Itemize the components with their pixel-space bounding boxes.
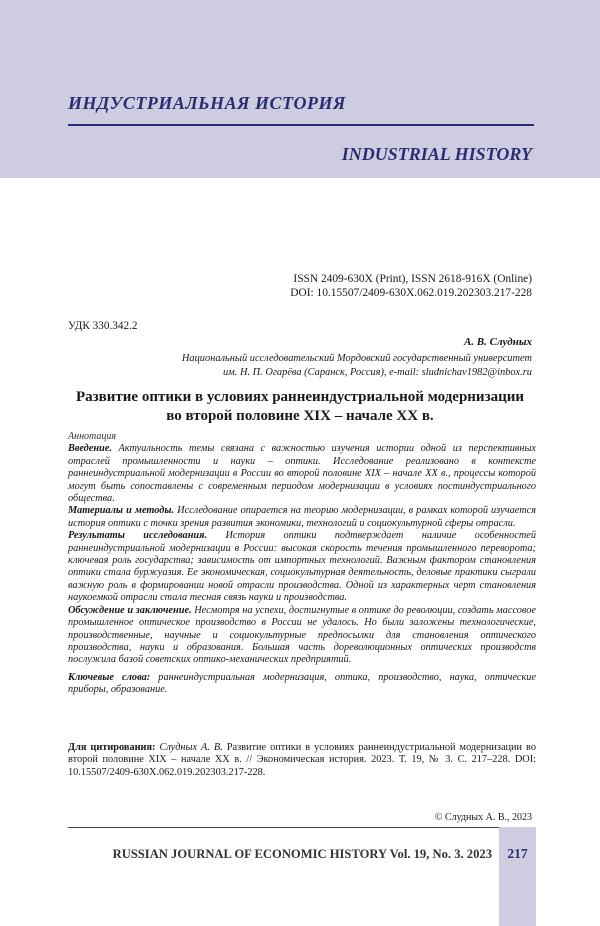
section-title-ru: ИНДУСТРИАЛЬНАЯ ИСТОРИЯ [68, 93, 346, 113]
issn: ISSN 2409-630X (Print), ISSN 2618-916X (Online) [293, 273, 532, 285]
article-title-line-1: Развитие оптики в условиях раннеиндустриальной модернизации [75, 389, 525, 405]
affiliation-line-1: Национальный исследовательский Мордовский государственный университет [181, 353, 532, 364]
keywords-text: раннеиндустриальная модернизация, оптика, производство, наука, оптические приборы, образование. [68, 671, 536, 696]
author-name: А. В. Слудных [463, 336, 532, 348]
article-title-line-2: во второй половине XIX – начале XX в. [166, 408, 434, 424]
abstract [68, 431, 536, 697]
affiliation-line-2: им. Н. П. Огарёва (Саранск, Россия), e-mail: sludnichav1982@inbox.ru [222, 367, 532, 378]
introduction-text: Актуальность темы связана с важностью изучения истории одной из перспективных отраслей промышленности и науки – оптики. Исследование реализовано в контексте раннеиндустриальной модернизации в России во второй половине XIX – начале XX в., процессы которой могут быть сопоставлены с современным периодом модернизации в условиях постиндустриального общества. [68, 443, 536, 505]
results-heading: Результаты исследования. [68, 530, 208, 542]
citation-author: Слудных А. В. [155, 742, 223, 753]
keywords-label: Ключевые слова: [68, 671, 151, 683]
affiliation [182, 352, 532, 380]
header-divider [68, 124, 534, 126]
udk-code: УДК 330.342.2 [68, 320, 138, 332]
methods-heading: Материалы и методы. [68, 505, 175, 517]
section-title-en: INDUSTRIAL HISTORY [341, 144, 532, 164]
introduction-heading: Введение. [68, 443, 112, 455]
abstract-discussion [68, 605, 536, 667]
citation-label: Для цитирования: [68, 742, 156, 753]
identifiers [290, 272, 532, 300]
copyright: © Слудных А. В., 2023 [434, 812, 532, 823]
abstract-introduction [68, 443, 536, 505]
citation [68, 742, 536, 779]
abstract-results [68, 530, 536, 604]
discussion-text: Несмотря на успехи, достигнутые в оптике до революции, создать массовое промышленное оптическое производство в России не удалось. Но были заложены технологические, производственные, научные и социокультурные предпосылки для становления оптического производства, науки и образования. Большая часть дореволюционных оптических производств послужила базой советских оптико-механических предприятий. [68, 604, 536, 666]
journal-footer: RUSSIAN JOURNAL OF ECONOMIC HISTORY Vol. 19, No. 3. 2023 [112, 847, 492, 861]
page-tab [499, 827, 536, 926]
citation-text: Развитие оптики в условиях раннеиндустриальной модернизации во второй половине XIX – начале XX в. // Экономическая история. 2023. Т. 19, № 3. С. 217–228. DOI: 10.15507/2409-630X.062.019.202303.217-228. [68, 742, 536, 778]
keywords [68, 672, 536, 697]
abstract-methods [68, 505, 536, 530]
doi[interactable]: DOI: 10.15507/2409-630X.062.019.202303.217-228 [290, 287, 532, 299]
article-title [60, 388, 540, 426]
methods-text: Исследование опирается на теорию модернизации, в рамках которой изучается история оптики с точки зрения развития экономики, технологий и социокультурной сферы отрасли. [68, 505, 536, 529]
page-number: 217 [507, 846, 528, 861]
abstract-label: Аннотация [68, 431, 117, 442]
footer-divider [68, 827, 499, 828]
results-text: История оптики подтверждает наличие особенностей раннеиндустриальной модернизации в России: высокая скорость течения промышленного переворота; ключевая роль государства; зависимость от импортных технологий. Важным фактором становления оптики стала буржуазия. Ее экономическая, социокультурная деятельность, деловые практики сыграли важную роль в формировании новой отрасли производства. Одной из характерных черт становления наукоемкой отрасли стала тесная связь науки и производства. [68, 530, 536, 604]
discussion-heading: Обсуждение и заключение. [68, 604, 192, 616]
